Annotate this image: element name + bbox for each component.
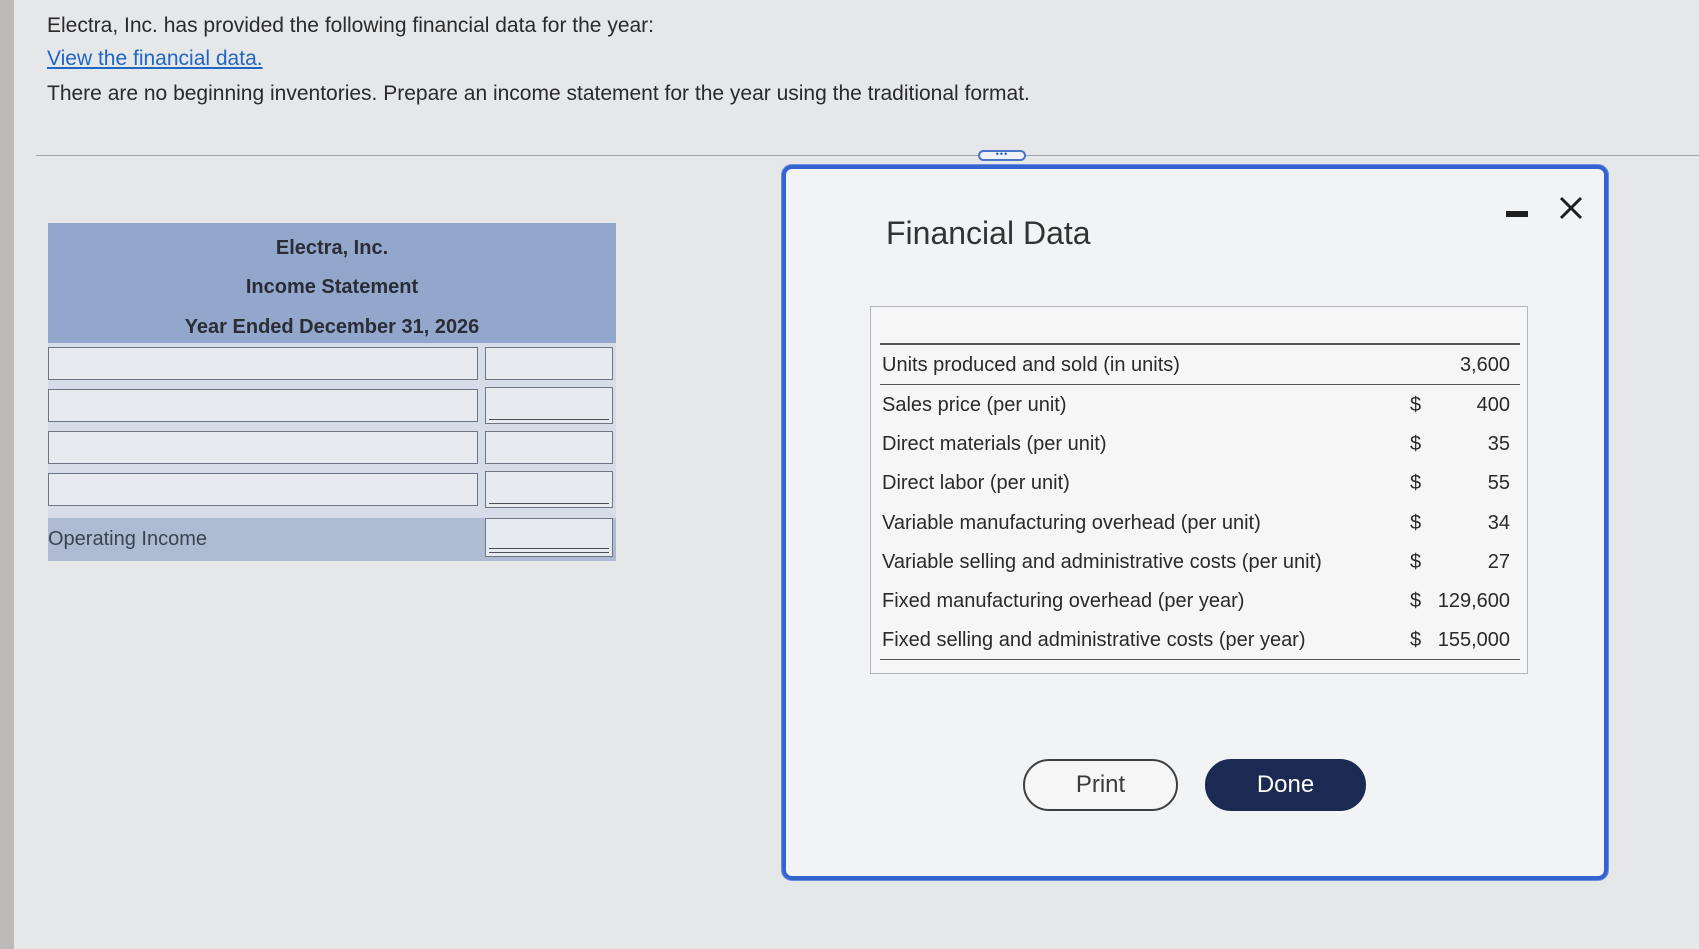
table-row [880,345,1520,385]
question-intro: Electra, Inc. has provided the following financial data for the year: [47,14,655,37]
operating-income-input[interactable] [485,518,613,557]
row-label: Sales price (per unit) [882,394,1067,416]
question-instruction: There are no beginning inventories. Prepare an income statement for the year using the traditional format. [47,82,1030,105]
line-amount-input-2[interactable] [485,387,613,424]
line-label-input-4[interactable] [48,473,478,506]
close-icon[interactable] [1556,193,1586,223]
row-value: 27 [1487,551,1510,573]
income-statement-body [48,343,616,561]
row-value: 35 [1487,433,1510,455]
line-label-input-3[interactable] [48,431,478,464]
view-financial-data-link[interactable]: View the financial data. [47,47,263,70]
statement-title: Income Statement [245,276,419,298]
row-label: Direct materials (per unit) [882,433,1107,455]
table-row [880,503,1520,543]
minimize-icon[interactable] [1506,211,1528,217]
row-label: Fixed manufacturing overhead (per year) [882,590,1245,612]
window-edge [0,0,14,949]
row-label: Direct labor (per unit) [882,472,1070,494]
operating-income-row [48,518,616,561]
table-row [880,542,1520,582]
row-label: Fixed selling and administrative costs (per year) [882,629,1306,651]
line-amount-input-1[interactable] [485,347,613,380]
row-currency: $ [1410,590,1422,612]
row-label: Variable manufacturing overhead (per unit) [882,512,1261,534]
line-amount-input-3[interactable] [485,431,613,464]
row-value: 400 [1476,394,1510,416]
expand-handle[interactable]: ••• [978,150,1026,161]
table-row [880,620,1520,660]
row-value: 55 [1487,472,1510,494]
line-label-input-1[interactable] [48,347,478,380]
row-currency: $ [1410,394,1422,416]
done-button[interactable]: Done [1205,759,1366,811]
row-value: 3,600 [1459,354,1510,376]
income-statement-header [48,223,616,343]
line-label-input-2[interactable] [48,389,478,422]
table-row [880,463,1520,503]
table-row [880,581,1520,621]
company-name: Electra, Inc. [275,237,389,259]
row-value: 34 [1487,512,1510,534]
row-currency: $ [1410,472,1422,494]
row-currency: $ [1410,629,1422,651]
row-label: Variable selling and administrative costs (per unit) [882,551,1322,573]
row-label: Units produced and sold (in units) [882,354,1180,376]
statement-period: Year Ended December 31, 2026 [184,316,480,338]
row-currency: $ [1410,551,1422,573]
row-value: 129,600 [1437,590,1510,612]
financial-data-dialog [782,165,1608,880]
row-currency: $ [1410,512,1422,534]
row-currency: $ [1410,433,1422,455]
line-amount-input-4[interactable] [485,471,613,508]
operating-income-label: Operating Income [48,528,207,550]
table-row [880,424,1520,464]
table-row [880,385,1520,425]
print-button[interactable]: Print [1023,759,1178,811]
dialog-title: Financial Data [886,215,1091,251]
section-divider [36,155,1699,156]
row-value: 155,000 [1437,629,1510,651]
financial-data-table [870,306,1528,674]
